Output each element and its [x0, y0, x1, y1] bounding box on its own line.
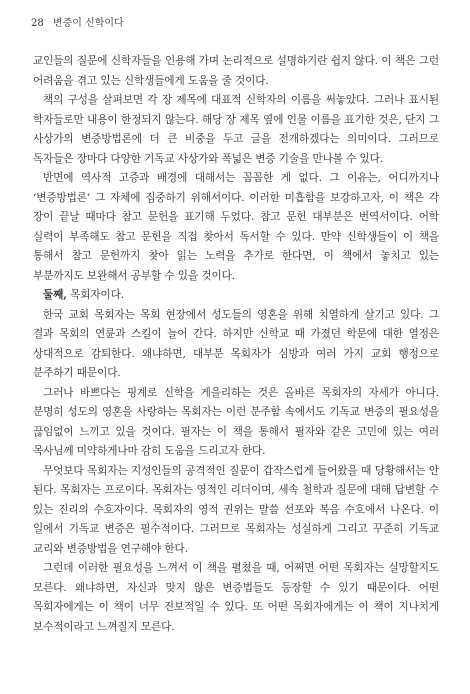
paragraph — [33, 559, 439, 637]
paragraph — [33, 462, 439, 560]
running-title: 변증이 신학이다 — [52, 18, 124, 29]
paragraph-text: 그러나 바쁘다는 핑계로 신학을 게을리하는 것은 올바른 목회자의 자세가 아니다. 분명히 성도의 영혼을 사랑하는 목회자는 이런 분주함 속에서도 기독교 변증의 필요성을 끊임없이 느끼고 있을 것이다. 필자는 이 책을 통해서 필자와 같은 고민에 있는 여러 목사님께 미약하게나마 감히 도움을 드리고자 한다. — [33, 386, 439, 457]
paragraph — [33, 306, 439, 384]
list-lead: 둘째, — [43, 289, 67, 301]
paragraph-text: 책의 구성을 살펴보면 각 장 제목에 대표적 신학자의 이름을 써놓았다. 그러나 표시된 학자들로만 내용이 한정되지 않는다. 해당 장 제목 옆에 인물 이름을 표기한 것은, 단지 그 사상가의 변증방법론에 더 큰 비중을 두고 글을 전개하겠다는 의미이다. 그러므로 독자들은 장마다 다양한 기독교 사상가와 폭넓은 변증 기술을 만나볼 수 있다. — [33, 94, 439, 165]
paragraph — [33, 384, 439, 462]
paragraph — [33, 91, 439, 169]
paragraph-text: 무엇보다 목회자는 지성인들의 공격적인 질문이 갑작스럽게 들어왔을 때 당황해서는 안 된다. 목회자는 프로이다. 목회자는 영적인 리더이며, 세속 철학과 질문에 대해 답변할 수 있는 진리의 수호자이다. 목회자의 영적 권위는 말씀 선포와 복음 수호에서 나온다. 이 일에서 기독교 변증은 필수적이다. 그러므로 목회자는 성실하게 그리고 꾸준히 기독교 교리와 변증방법을 연구해야 한다. — [33, 464, 439, 555]
paragraph-text: 반면에 역사적 고증과 배경에 대해서는 꼼꼼한 게 없다. 그 이유는, 어디까지나 ‘변증방법론’ 그 자체에 집중하기 위해서이다. 이러한 미흡함을 보강하고자, 이 책은 각 장이 끝날 때마다 참고 문헌을 표기해 두었다. 참고 문헌 대부분은 번역서이다. 어학 실력이 부족해도 참고 문헌을 직접 찾아서 독서할 수 있다. 만약 신학생들이 이 책을 통해서 참고 문헌까지 찾아 읽는 노력을 추가로 한다면, 이 책에서 놓치고 있는 부분까지도 보완해서 공부할 수 있을 것이다. — [33, 172, 439, 282]
paragraph — [33, 52, 439, 91]
running-header — [31, 14, 124, 29]
body-text — [33, 52, 439, 637]
paragraph-text: 목회자이다. — [66, 289, 125, 301]
paragraph-text: 그런데 이러한 필요성을 느껴서 이 책을 펼쳤을 때, 어쩌면 어떤 목회자는 실망할지도 모른다. 왜냐하면, 자신과 맞지 않은 변증법들도 등장할 수 있기 때문이다. 어떤 목회자에게는 이 책이 너무 진보적일 수 있다. 또 어떤 목회자에게는 이 책이 지나치게 보수적이라고 느껴질지 모른다. — [33, 562, 439, 633]
paragraph-text: 한국 교회 목회자는 목회 현장에서 성도들의 영혼을 위해 치열하게 살기고 있다. 그 결과 목회의 연륜과 스킬이 늘어 간다. 하지만 신학교 때 가졌던 학문에 대한 열정은 상대적으로 감퇴한다. 왜냐하면, 대부분 목회자가 심방과 여러 가지 교회 행정으로 분주하기 때문이다. — [33, 308, 439, 379]
page-number: 28 — [31, 18, 44, 29]
paragraph — [33, 169, 439, 286]
paragraph-text: 교인들의 질문에 신학자들을 인용해 가며 논리적으로 설명하기란 쉽지 않다. 이 책은 그런 어려움을 겪고 있는 신학생들에게 도움을 줄 것이다. — [33, 55, 439, 87]
paragraph — [33, 286, 439, 306]
